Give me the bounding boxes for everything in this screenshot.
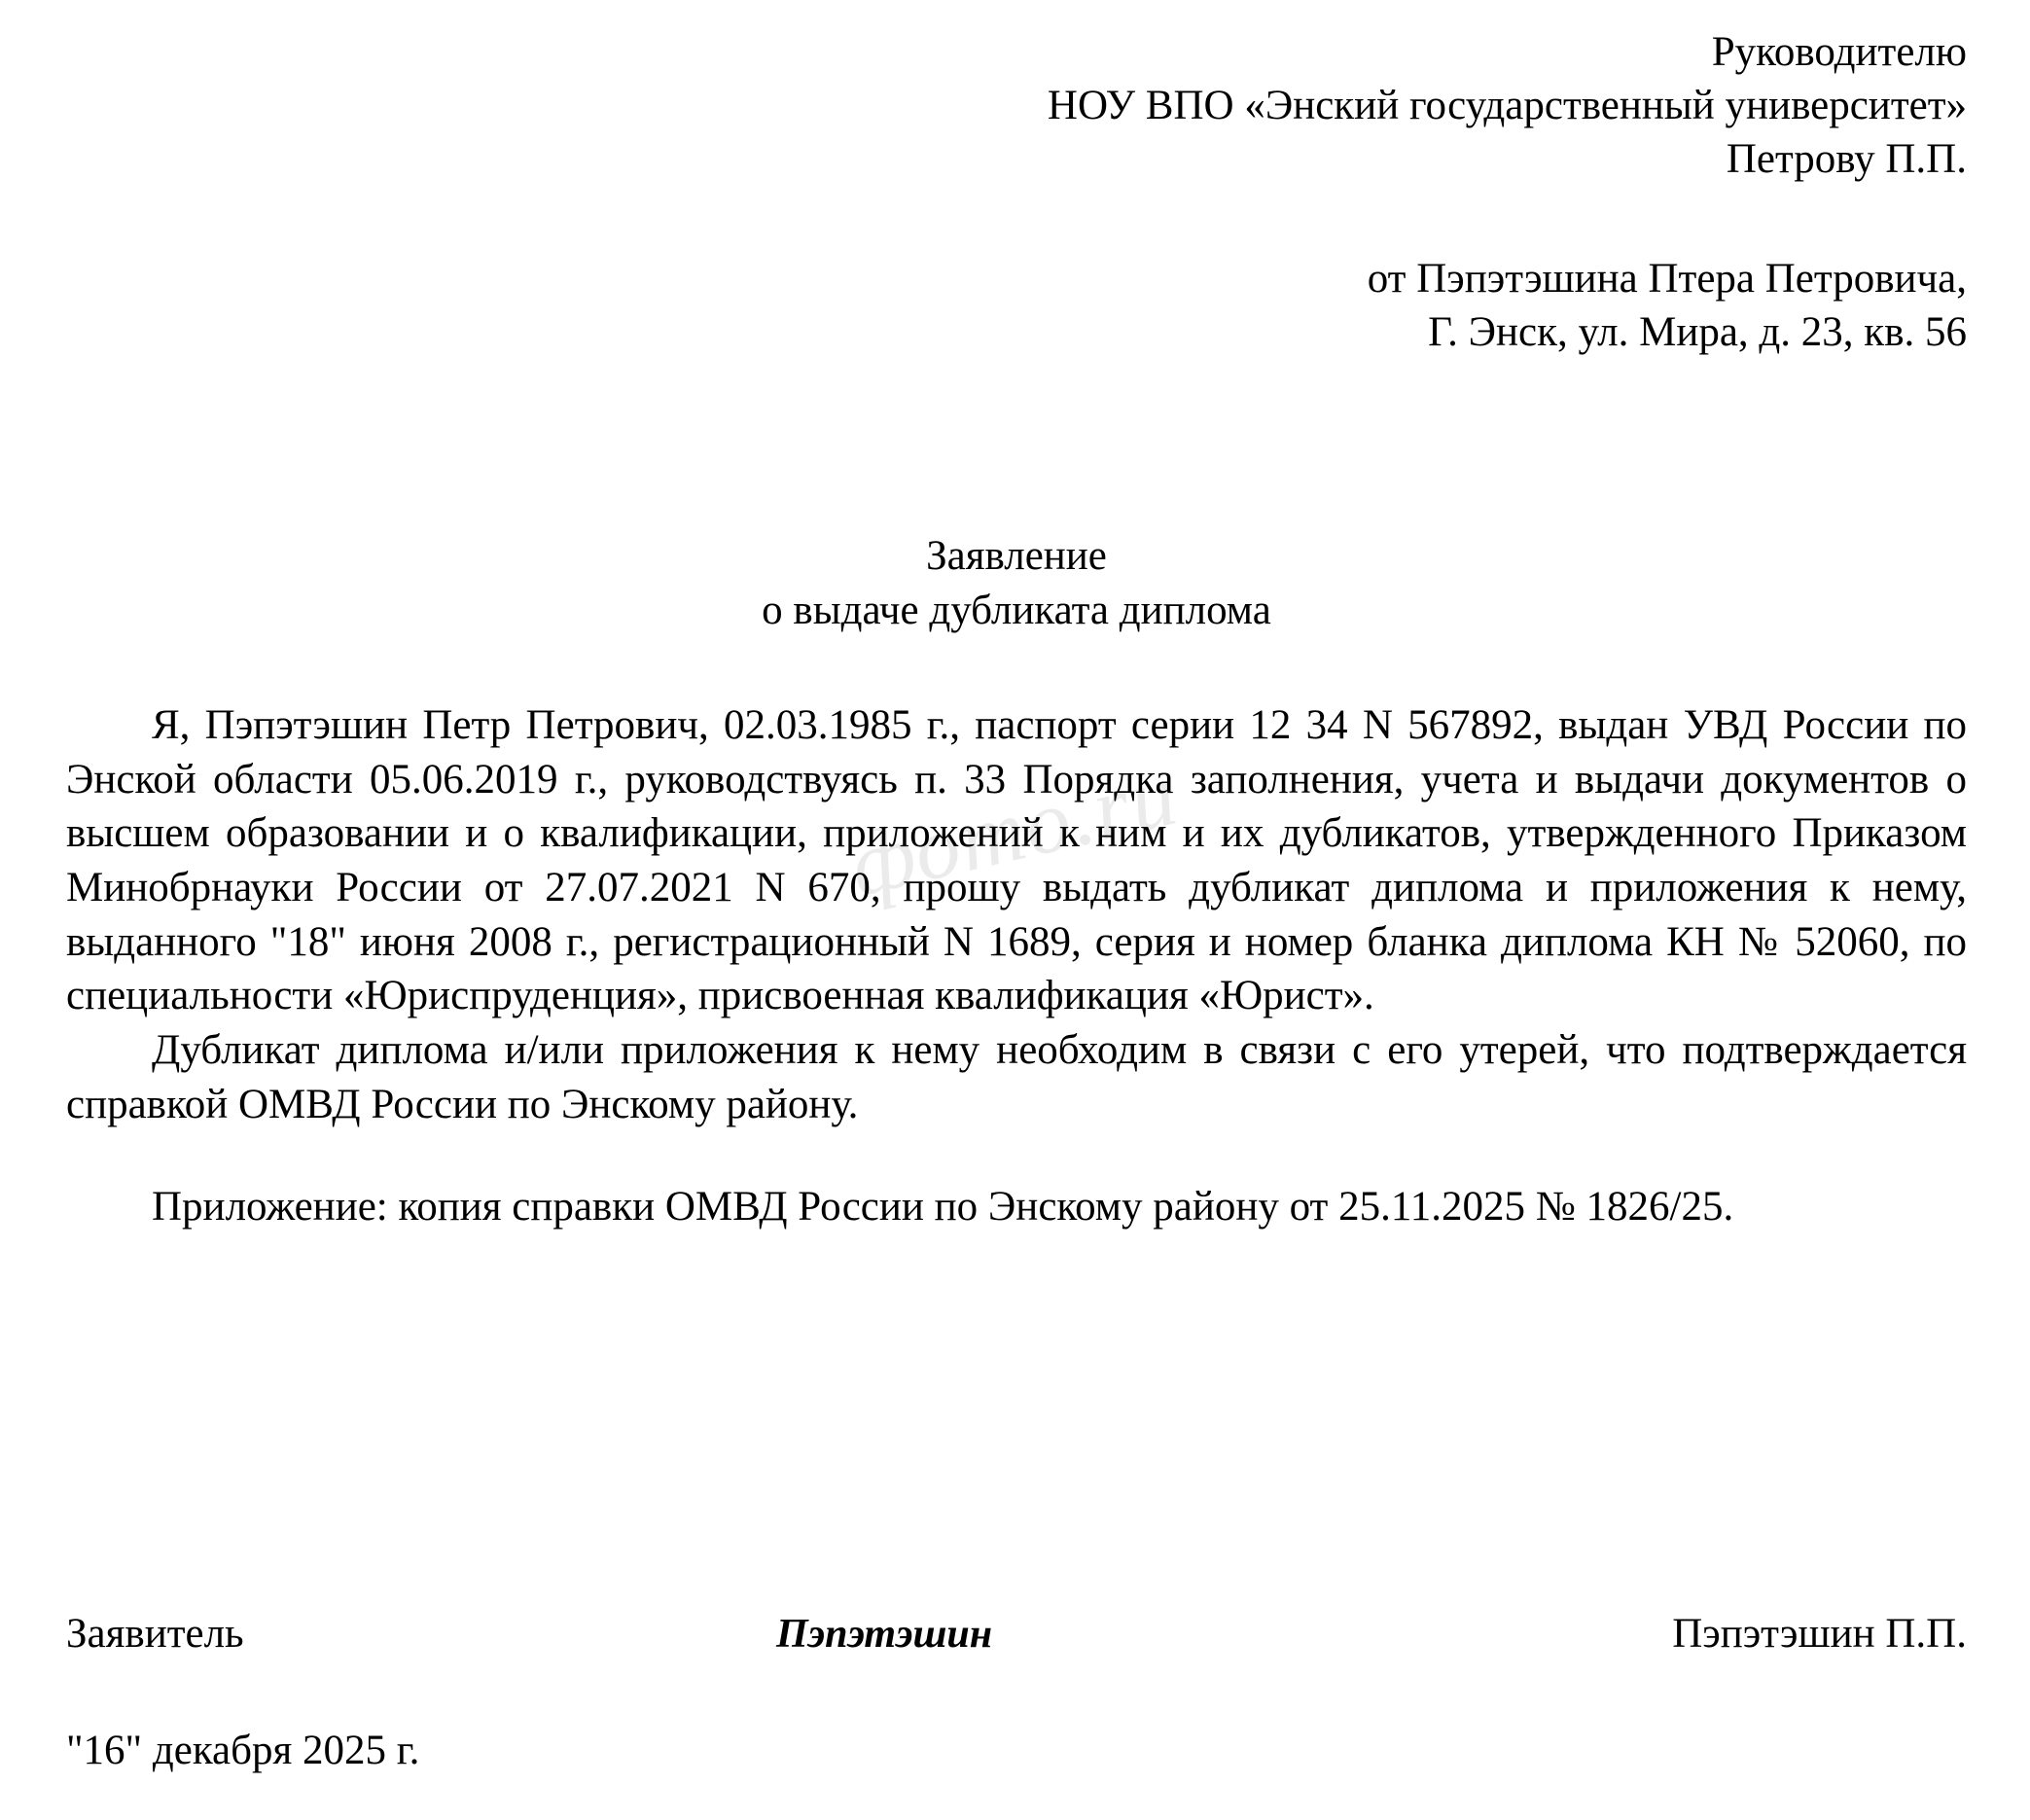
addressee-line-name: Петрову П.П.: [1726, 136, 1967, 183]
watermark-text: фото.ru: [840, 743, 1187, 915]
document-title-block: [66, 529, 1967, 638]
applicant-address-line: Г. Энск, ул. Мира, д. 23, кв. 56: [1428, 309, 1967, 356]
addressee-block: [66, 0, 1967, 186]
handwritten-signature: Пэпэтэшин: [776, 1612, 993, 1657]
body-paragraph-main: Я, Пэпэтэшин Петр Петрович, 02.03.1985 г., паспорт серии 12 34 N 567892, выдан УВД России по Энской области 05.06.2019 г., руководствуясь п. 33 Порядка заполнения, учета и выдачи документов о высшем образовании и о квалификации, приложений к ним и их дубликатов, утвержденного Приказом Минобрнауки России от 27.07.2021 N 670, прошу выдать дубликат диплома и приложения к нему, выданного "18" июня 2008 г., регистрационный N 1689, серия и номер бланка диплома КН № 52060, по специальности «Юриспруденция», присвоенная квалификация «Юрист».: [66, 701, 1967, 1019]
attachment-block: [66, 1180, 1967, 1234]
addressee-line-organization: НОУ ВПО «Энский государственный университет»: [1047, 83, 1967, 129]
signatory-printed-name: Пэпэтэшин П.П.: [1672, 1611, 1967, 1657]
applicant-name-line: от Пэпэтэшина Птера Петровича,: [1367, 256, 1967, 303]
page-subtitle: о выдаче дубликата диплома: [762, 588, 1271, 634]
applicant-from-block: [66, 252, 1967, 359]
attachment-text: Приложение: копия справки ОМВД России по Энскому району от 25.11.2025 № 1826/25.: [152, 1184, 1734, 1231]
document-date: "16" декабря 2025 г.: [66, 1728, 420, 1773]
signature-row: [66, 1610, 1967, 1658]
document-content: [66, 0, 1967, 1234]
document-body: [66, 698, 1967, 1131]
body-paragraph-reason: Дубликат диплома и/или приложения к нему необходим в связи с его утерей, что подтверждается справкой ОМВД России по Энскому району.: [66, 1026, 1967, 1127]
addressee-line-position: Руководителю: [1711, 29, 1967, 75]
page-title: Заявление: [926, 533, 1107, 580]
signature-label: Заявитель: [66, 1611, 244, 1657]
